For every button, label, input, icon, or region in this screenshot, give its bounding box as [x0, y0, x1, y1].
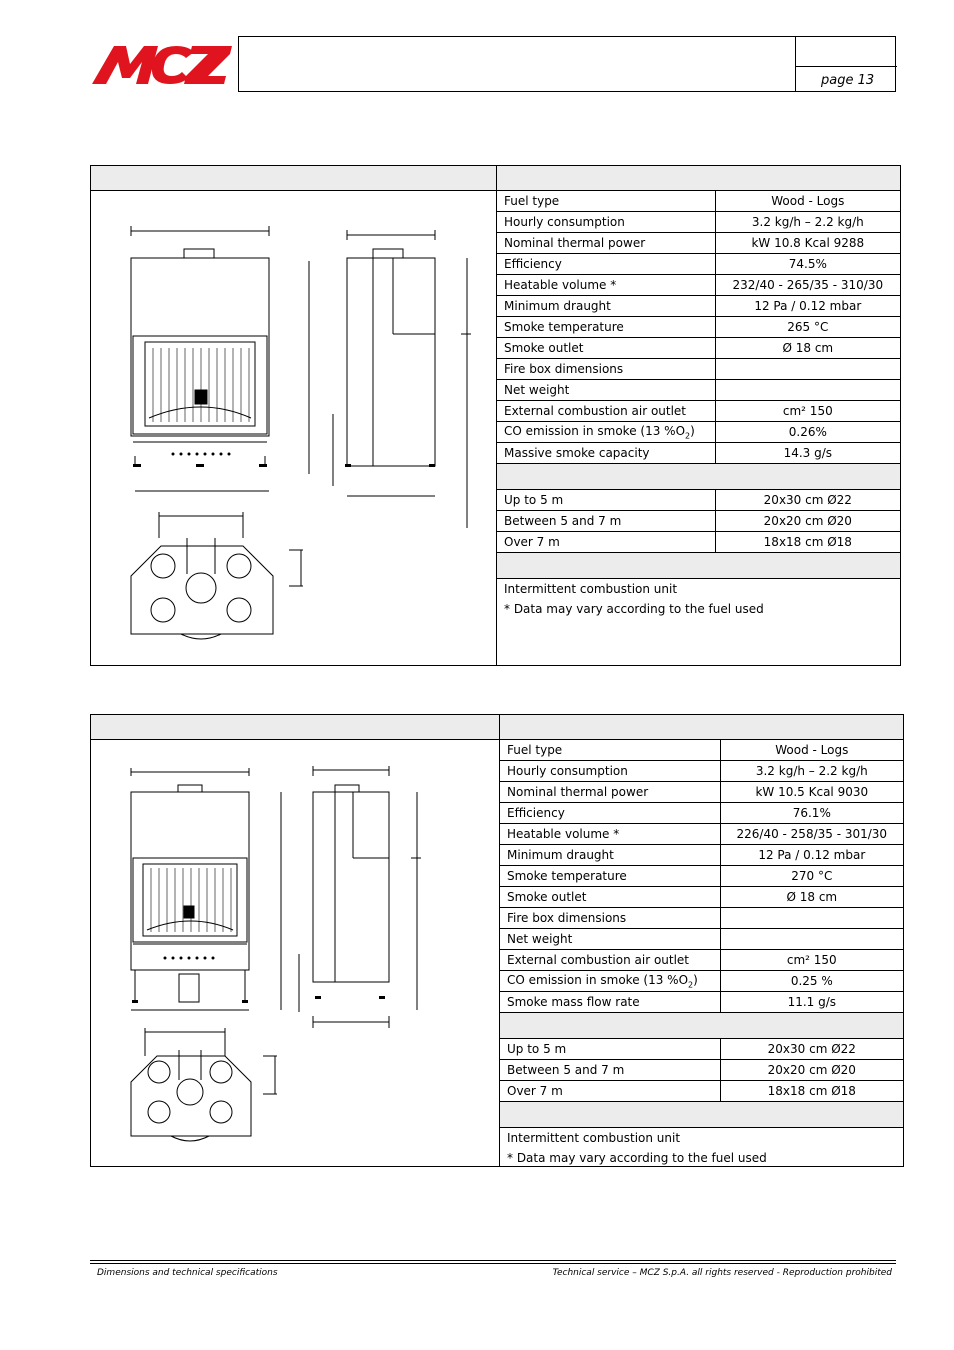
flue-label: Up to 5 m: [500, 1039, 721, 1060]
specs-value: 3.2 kg/h – 2.2 kg/h: [715, 212, 900, 233]
specs-label: Efficiency: [497, 254, 716, 275]
spec-table-1: [496, 191, 901, 579]
specs-row: [500, 740, 904, 761]
flue-label: Up to 5 m: [497, 490, 716, 511]
flue-value: 20x30 cm Ø22: [720, 1039, 903, 1060]
product-section-2: [90, 714, 904, 1167]
specs-label: Nominal thermal power: [497, 233, 716, 254]
specs-row: [497, 443, 901, 464]
specs-row: [500, 992, 904, 1013]
specs-label: Minimum draught: [497, 296, 716, 317]
specs-value: 12 Pa / 0.12 mbar: [715, 296, 900, 317]
specs-value: cm² 150: [720, 950, 903, 971]
specs-value: 12 Pa / 0.12 mbar: [720, 845, 903, 866]
specs-label: Smoke mass flow rate: [500, 992, 721, 1013]
specs-value: 0.26%: [715, 422, 900, 443]
flue-row: [500, 1039, 904, 1060]
flue-row: [500, 1081, 904, 1102]
specs-value: cm² 150: [715, 401, 900, 422]
specs-row: [497, 296, 901, 317]
specs-row: [497, 422, 901, 443]
subscript: 2: [688, 980, 694, 990]
specs-label: Net weight: [500, 929, 721, 950]
specs-row: [500, 803, 904, 824]
note-intermittent: Intermittent combustion unit: [504, 582, 678, 596]
specs-label: Fuel type: [497, 191, 716, 212]
specs-value: 3.2 kg/h – 2.2 kg/h: [720, 761, 903, 782]
specs-label: Hourly consumption: [497, 212, 716, 233]
specs-row: [497, 212, 901, 233]
page-number: page 13: [821, 73, 875, 88]
specs-label: Smoke temperature: [500, 866, 721, 887]
specs-row: [500, 824, 904, 845]
specs-row: [497, 254, 901, 275]
flue-label: Over 7 m: [497, 532, 716, 553]
flue-value: 20x20 cm Ø20: [720, 1060, 903, 1081]
specs-row: [500, 971, 904, 992]
specs-label: External combustion air outlet: [500, 950, 721, 971]
close-paren: ): [690, 423, 695, 438]
specs-row: [497, 338, 901, 359]
specs-value: 226/40 - 258/35 - 301/30: [720, 824, 903, 845]
specs-value: [720, 929, 903, 950]
specs-value: 0.25 %: [720, 971, 903, 992]
flue-row: [497, 511, 901, 532]
specs-label: Net weight: [497, 380, 716, 401]
specs-label: Hourly consumption: [500, 761, 721, 782]
specs-row: [497, 359, 901, 380]
notes-subheader: [497, 553, 901, 579]
specs-label: Smoke outlet: [497, 338, 716, 359]
note-fuel-variation: * Data may vary according to the fuel used: [507, 1151, 767, 1165]
flue-value: 20x20 cm Ø20: [715, 511, 900, 532]
flue-value: 18x18 cm Ø18: [720, 1081, 903, 1102]
specs-label: Nominal thermal power: [500, 782, 721, 803]
subscript: 2: [685, 431, 691, 441]
flue-label: Between 5 and 7 m: [500, 1060, 721, 1081]
notes-2: [507, 1128, 767, 1168]
specs-value: 265 °C: [715, 317, 900, 338]
specs-row: [500, 908, 904, 929]
specs-row: [500, 950, 904, 971]
specs-row: [500, 929, 904, 950]
specs-value: 232/40 - 265/35 - 310/30: [715, 275, 900, 296]
specs-row: [497, 380, 901, 401]
specs-label: Smoke temperature: [497, 317, 716, 338]
specs-row: [497, 233, 901, 254]
specs-value: [715, 380, 900, 401]
specs-value: kW 10.5 Kcal 9030: [720, 782, 903, 803]
specs-label: CO emission in smoke (13 $\%O_2$): [497, 422, 716, 443]
specs-label: Fire box dimensions: [497, 359, 716, 380]
flue-row: [497, 490, 901, 511]
mcz-logo: [92, 40, 234, 86]
notes-subheader: [500, 1102, 904, 1128]
specs-value: 74.5%: [715, 254, 900, 275]
specs-value: [715, 359, 900, 380]
specs-label: CO emission in smoke (13 $\%O_2$): [500, 971, 721, 992]
specs-label: Minimum draught: [500, 845, 721, 866]
flue-label: Between 5 and 7 m: [497, 511, 716, 532]
flue-row: [497, 532, 901, 553]
specs-value: [720, 908, 903, 929]
footer-right: Technical service – MCZ S.p.A. all rights reserved - Reproduction prohibited: [552, 1268, 892, 1278]
notes-1: [504, 579, 764, 619]
specs-value: Wood - Logs: [715, 191, 900, 212]
specs-label: Smoke outlet: [500, 887, 721, 908]
specs-row: [497, 401, 901, 422]
header-box: [238, 36, 896, 92]
specs-row: [500, 761, 904, 782]
specs-value: 76.1%: [720, 803, 903, 824]
specs-label: Heatable volume *: [500, 824, 721, 845]
spec-table-2: [499, 740, 904, 1128]
specs-value: 270 °C: [720, 866, 903, 887]
flue-subheader: [500, 1013, 904, 1039]
flue-label: Over 7 m: [500, 1081, 721, 1102]
specs-value: 11.1 g/s: [720, 992, 903, 1013]
footer-left: Dimensions and technical specifications: [97, 1268, 278, 1278]
technical-drawing-2: [121, 760, 471, 1150]
specs-label: External combustion air outlet: [497, 401, 716, 422]
specs-value: kW 10.8 Kcal 9288: [715, 233, 900, 254]
flue-row: [500, 1060, 904, 1081]
close-paren: ): [693, 972, 698, 987]
note-fuel-variation: * Data may vary according to the fuel used: [504, 602, 764, 616]
specs-row: [500, 845, 904, 866]
specs-value: Wood - Logs: [720, 740, 903, 761]
note-intermittent: Intermittent combustion unit: [507, 1131, 681, 1145]
specs-row: [500, 866, 904, 887]
specs-value: 14.3 g/s: [715, 443, 900, 464]
flue-subheader: [497, 464, 901, 490]
specs-label: Fire box dimensions: [500, 908, 721, 929]
footer-rule: [90, 1260, 896, 1261]
footer-rule-2: [90, 1263, 896, 1264]
specs-label: Fuel type: [500, 740, 721, 761]
flue-value: 20x30 cm Ø22: [715, 490, 900, 511]
flue-value: 18x18 cm Ø18: [715, 532, 900, 553]
technical-drawing-1: [121, 216, 471, 646]
specs-value: Ø 18 cm: [720, 887, 903, 908]
specs-row: [500, 782, 904, 803]
specs-label: Massive smoke capacity: [497, 443, 716, 464]
specs-label: Heatable volume *: [497, 275, 716, 296]
specs-row: [497, 275, 901, 296]
specs-value: Ø 18 cm: [715, 338, 900, 359]
specs-label: Efficiency: [500, 803, 721, 824]
specs-row: [497, 191, 901, 212]
specs-row: [500, 887, 904, 908]
product-section-1: [90, 165, 901, 666]
specs-row: [497, 317, 901, 338]
